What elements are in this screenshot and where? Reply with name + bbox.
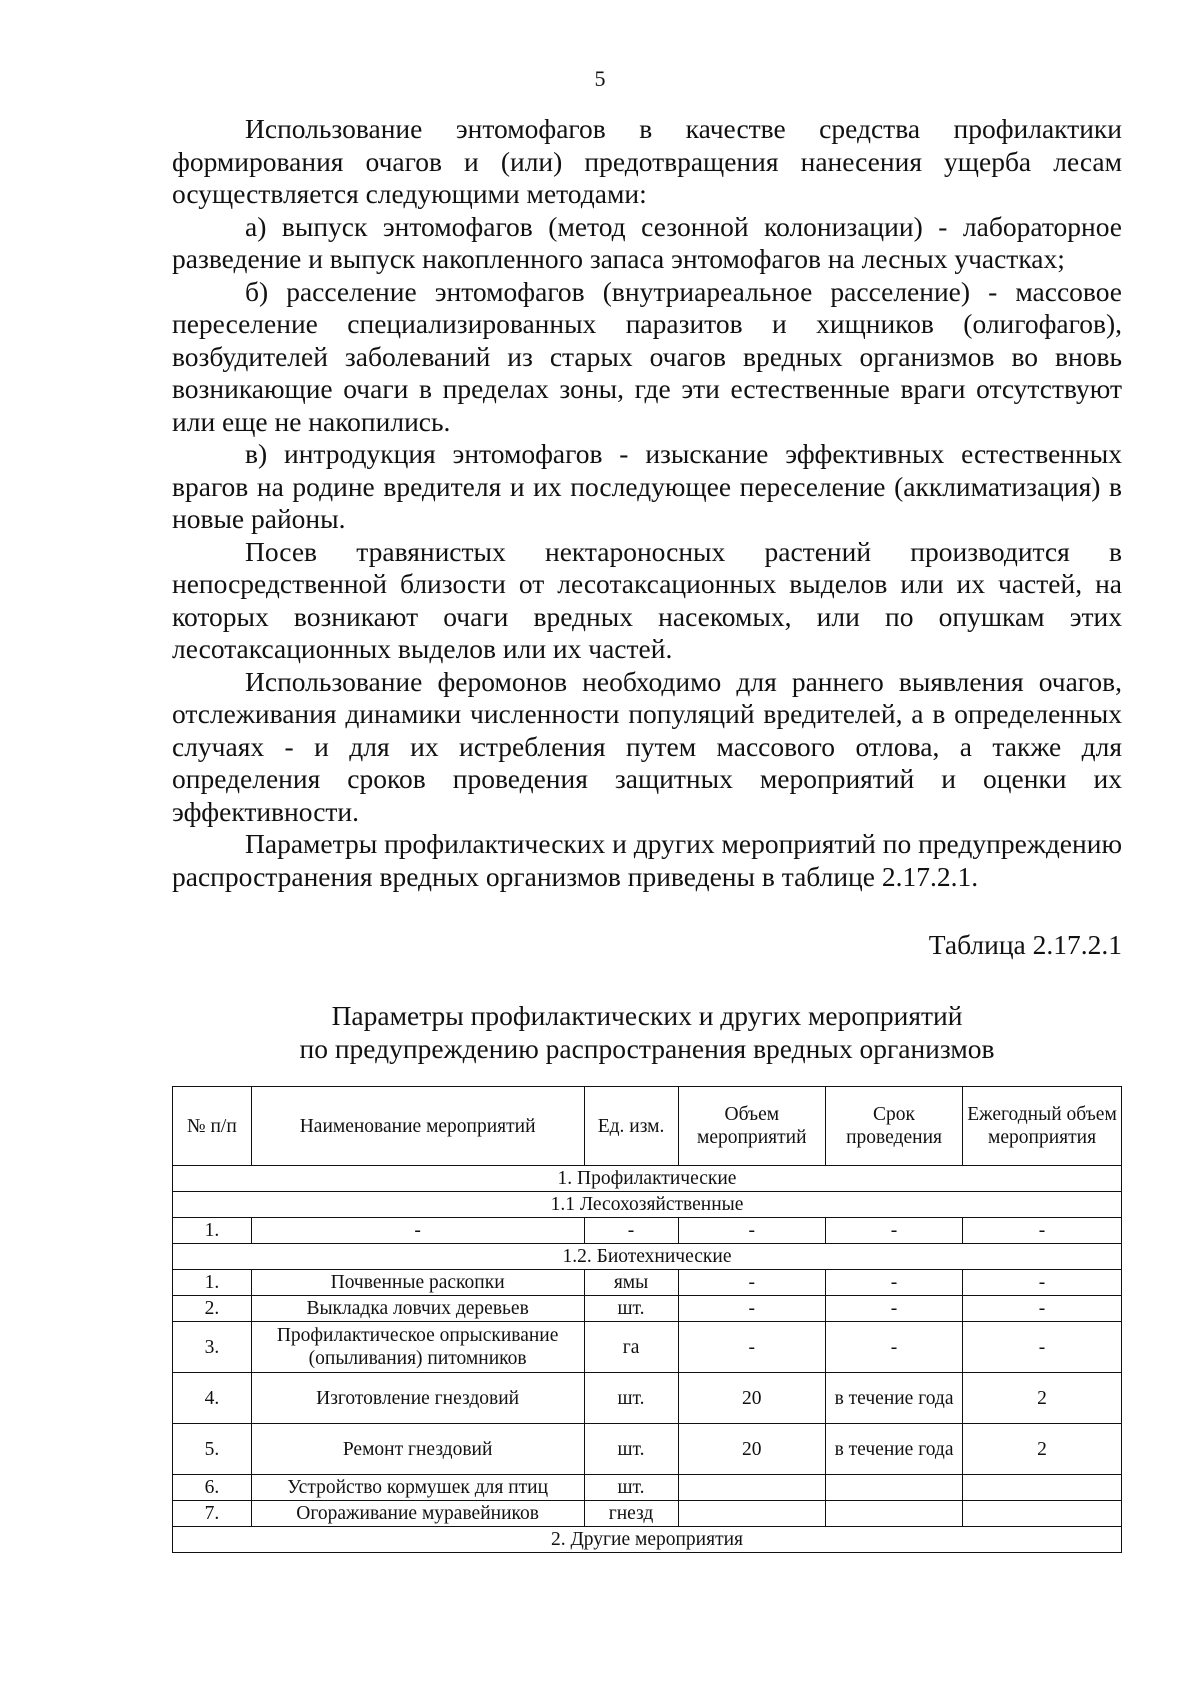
body-text bbox=[172, 113, 1122, 893]
cell-unit: гнезд bbox=[584, 1501, 678, 1527]
cell-annual bbox=[963, 1501, 1122, 1527]
cell-term: в течение года bbox=[826, 1424, 963, 1475]
cell-annual: - bbox=[963, 1218, 1122, 1244]
cell-annual: - bbox=[963, 1270, 1122, 1296]
table-title-line: Параметры профилактических и других мероприятий bbox=[331, 1000, 963, 1031]
cell-volume: - bbox=[678, 1218, 825, 1244]
cell-unit: шт. bbox=[584, 1373, 678, 1424]
table-row bbox=[173, 1373, 1122, 1424]
paragraph: Параметры профилактических и других мероприятий по предупреждению распространения вредных организмов приведены в таблице 2.17.2.1. bbox=[172, 828, 1122, 892]
cell-name: Изготовление гнездовий bbox=[251, 1373, 584, 1424]
cell-unit: ямы bbox=[584, 1270, 678, 1296]
header-term: Срок проведения bbox=[826, 1087, 963, 1166]
cell-volume: 20 bbox=[678, 1424, 825, 1475]
cell-term bbox=[826, 1501, 963, 1527]
section-title: 1. Профилактические bbox=[173, 1166, 1122, 1192]
table-title-line: по предупреждению распространения вредных организмов bbox=[299, 1033, 995, 1064]
cell-term: - bbox=[826, 1270, 963, 1296]
section-title: 2. Другие мероприятия bbox=[173, 1527, 1122, 1553]
cell-term: - bbox=[826, 1322, 963, 1373]
cell-num: 2. bbox=[173, 1296, 252, 1322]
cell-name: Ремонт гнездовий bbox=[251, 1424, 584, 1475]
page-number: 5 bbox=[594, 66, 606, 91]
header-name: Наименование мероприятий bbox=[251, 1087, 584, 1166]
cell-num: 1. bbox=[173, 1218, 252, 1244]
paragraph: б) расселение энтомофагов (внутриареальное расселение) - массовое переселение специализированных паразитов и хищников (олигофагов), возбудителей заболеваний из старых очагов вредных организмов во вновь возникающие очаги в пределах зоны, где эти естественные враги отсутствуют или еще не накопились. bbox=[172, 275, 1122, 437]
section-row bbox=[173, 1166, 1122, 1192]
cell-name: Устройство кормушек для птиц bbox=[251, 1475, 584, 1501]
table-row bbox=[173, 1218, 1122, 1244]
subsection-row bbox=[173, 1192, 1122, 1218]
paragraph: Посев травянистых нектароносных растений производится в непосредственной близости от лесотаксационных выделов или их частей, на которых возникают очаги вредных насекомых, или по опушкам этих лесотаксационных выделов или их частей. bbox=[172, 535, 1122, 664]
cell-name: Выкладка ловчих деревьев bbox=[251, 1296, 584, 1322]
cell-term: - bbox=[826, 1296, 963, 1322]
table-row bbox=[173, 1424, 1122, 1475]
cell-volume: - bbox=[678, 1270, 825, 1296]
paragraph: а) выпуск энтомофагов (метод сезонной колонизации) - лабораторное разведение и выпуск накопленного запаса энтомофагов на лесных участках; bbox=[172, 210, 1122, 274]
header-annual: Ежегодный объем мероприятия bbox=[963, 1087, 1122, 1166]
cell-name: Огораживание муравейников bbox=[251, 1501, 584, 1527]
subsection-title: 1.2. Биотехнические bbox=[173, 1244, 1122, 1270]
table-row bbox=[173, 1475, 1122, 1501]
cell-num: 5. bbox=[173, 1424, 252, 1475]
cell-annual bbox=[963, 1475, 1122, 1501]
cell-unit: - bbox=[584, 1218, 678, 1244]
table-row bbox=[173, 1322, 1122, 1373]
table-row bbox=[173, 1270, 1122, 1296]
cell-num: 3. bbox=[173, 1322, 252, 1373]
cell-term: - bbox=[826, 1218, 963, 1244]
table-row bbox=[173, 1296, 1122, 1322]
table-header-row bbox=[173, 1087, 1122, 1166]
cell-volume bbox=[678, 1475, 825, 1501]
header-unit: Ед. изм. bbox=[584, 1087, 678, 1166]
cell-annual: 2 bbox=[963, 1424, 1122, 1475]
cell-num: 6. bbox=[173, 1475, 252, 1501]
cell-unit: шт. bbox=[584, 1296, 678, 1322]
measures-table bbox=[172, 1086, 1122, 1553]
table-caption: Таблица 2.17.2.1 bbox=[928, 929, 1122, 960]
subsection-title: 1.1 Лесохозяйственные bbox=[173, 1192, 1122, 1218]
cell-num: 7. bbox=[173, 1501, 252, 1527]
cell-unit: шт. bbox=[584, 1424, 678, 1475]
table-title bbox=[172, 999, 1122, 1065]
table-row bbox=[173, 1501, 1122, 1527]
section-row bbox=[173, 1527, 1122, 1553]
subsection-row bbox=[173, 1244, 1122, 1270]
paragraph: Использование энтомофагов в качестве средства профилактики формирования очагов и (или) предотвращения нанесения ущерба лесам осуществляется следующими методами: bbox=[172, 113, 1122, 209]
cell-annual: 2 bbox=[963, 1373, 1122, 1424]
cell-unit: шт. bbox=[584, 1475, 678, 1501]
paragraph: в) интродукция энтомофагов - изыскание эффективных естественных врагов на родине вредителя и их последующее переселение (акклиматизация) в новые районы. bbox=[172, 438, 1122, 534]
cell-term: в течение года bbox=[826, 1373, 963, 1424]
cell-volume bbox=[678, 1501, 825, 1527]
paragraph: Использование феромонов необходимо для раннего выявления очагов, отслеживания динамики численности популяций вредителей, а в определенных случаях - и для их истребления путем массового отлова, а также для определения сроков проведения защитных мероприятий и оценки их эффективности. bbox=[172, 665, 1122, 827]
cell-volume: 20 bbox=[678, 1373, 825, 1424]
cell-num: 4. bbox=[173, 1373, 252, 1424]
cell-num: 1. bbox=[173, 1270, 252, 1296]
cell-annual: - bbox=[963, 1296, 1122, 1322]
cell-name: - bbox=[251, 1218, 584, 1244]
header-volume: Объем мероприятий bbox=[678, 1087, 825, 1166]
cell-annual: - bbox=[963, 1322, 1122, 1373]
header-num: № п/п bbox=[173, 1087, 252, 1166]
cell-volume: - bbox=[678, 1296, 825, 1322]
cell-name: Профилактическое опрыскивание (опыливания) питомников bbox=[251, 1322, 584, 1373]
cell-volume: - bbox=[678, 1322, 825, 1373]
cell-unit: га bbox=[584, 1322, 678, 1373]
cell-name: Почвенные раскопки bbox=[251, 1270, 584, 1296]
cell-term bbox=[826, 1475, 963, 1501]
